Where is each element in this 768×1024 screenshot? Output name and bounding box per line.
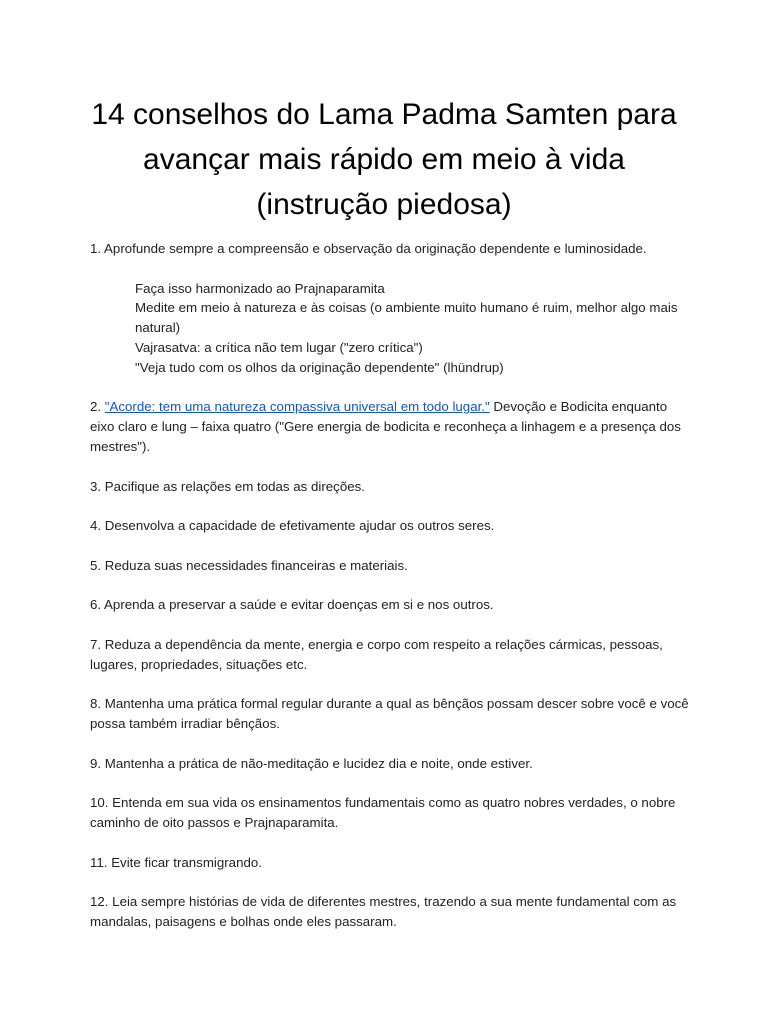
document-body xyxy=(90,239,690,952)
list-item-5: 5. Reduza suas necessidades financeiras e materiais. xyxy=(90,557,408,573)
list-item-2-number: 2. xyxy=(90,399,102,415)
list-item-8: 8. Mantenha uma prática formal regular durante a qual as bênçãos possam descer sobre você e você possa também irradiar bênçãos. xyxy=(90,696,689,732)
list-item-10: 10. Entenda em sua vida os ensinamentos fundamentais como as quatro nobres verdades, o nobre caminho de oito passos e Prajnaparamita. xyxy=(90,795,676,831)
list-item-4: 4. Desenvolva a capacidade de efetivamente ajudar os outros seres. xyxy=(90,518,495,534)
list-item-7: 7. Reduza a dependência da mente, energia e corpo com respeito a relações cármicas, pessoas, lugares, propriedades, situações etc. xyxy=(90,636,663,672)
quote-link[interactable]: "Acorde: tem uma natureza compassiva universal em todo lugar." xyxy=(104,399,490,415)
list-item-9: 9. Mantenha a prática de não-meditação e lucidez dia e noite, onde estiver. xyxy=(90,755,533,771)
subitem: "Veja tudo com os olhos da originação dependente" (lhündrup) xyxy=(135,359,504,375)
subitem: Medite em meio à natureza e às coisas (o ambiente muito humano é ruim, melhor algo mais natural) xyxy=(135,300,678,336)
document-title: 14 conselhos do Lama Padma Samten para avançar mais rápido em meio à vida (instrução piedosa) xyxy=(91,98,677,221)
list-item-2 xyxy=(90,397,690,456)
list-item-2-text: Devoção e Bodicita enquanto eixo claro e lung – faixa quatro ("Gere energia de bodicita e reconheça a linhagem e a presença dos mestres"). xyxy=(90,399,681,454)
list-item-11: 11. Evite ficar transmigrando. xyxy=(90,854,262,870)
list-item-1: 1. Aprofunde sempre a compreensão e observação da originação dependente e luminosidade. xyxy=(90,241,647,256)
list-item-12: 12. Leia sempre histórias de vida de diferentes mestres, trazendo a sua mente fundamental com as mandalas, paisagens e bolhas onde eles passaram. xyxy=(90,894,677,930)
list-item-6: 6. Aprenda a preservar a saúde e evitar doenças em si e nos outros. xyxy=(90,597,494,613)
subitem: Faça isso harmonizado ao Prajnaparamita xyxy=(135,280,385,296)
subitem: Vajrasatva: a crítica não tem lugar ("zero crítica") xyxy=(135,339,423,355)
list-item-3: 3. Pacifique as relações em todas as direções. xyxy=(90,478,365,494)
list-item-1-subitems xyxy=(135,279,690,378)
